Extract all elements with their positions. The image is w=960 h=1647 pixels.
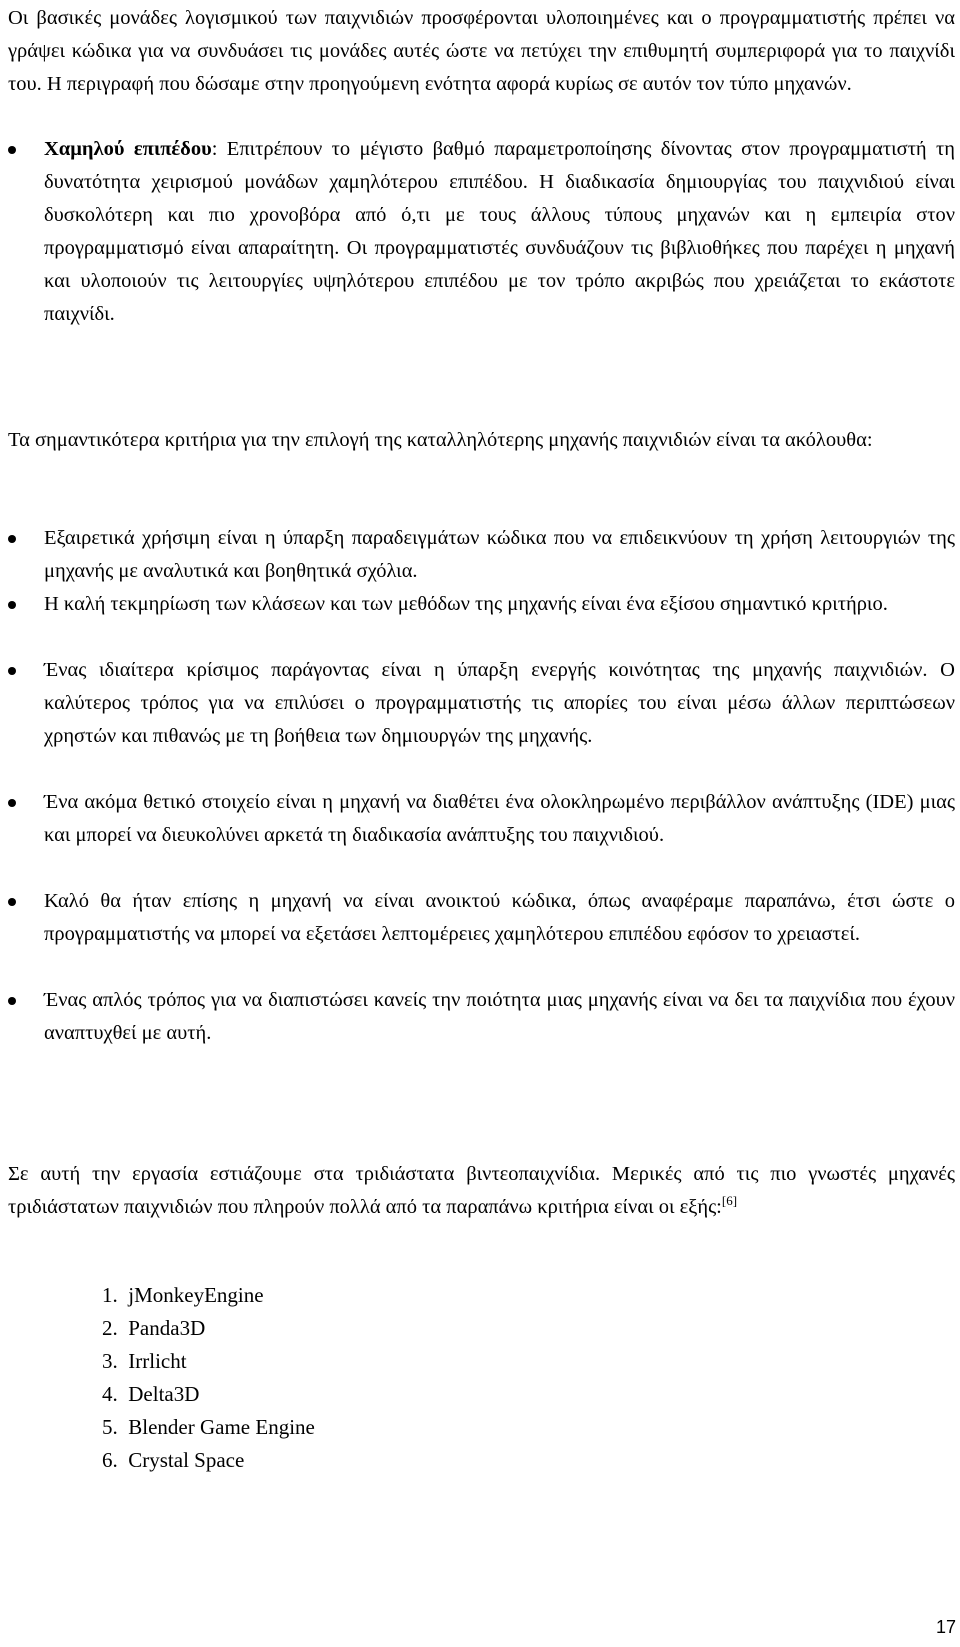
- engine-name: Panda3D: [128, 1316, 206, 1340]
- criteria-item: Καλό θα ήταν επίσης η μηχανή να είναι ανοικτού κώδικα, όπως αναφέραμε παραπάνω, έτσι ώστε ο προγραμματιστής να μπορεί να εξετάσει λεπτομέρειες χαμηλότερου επιπέδου εφόσον το χρειαστεί.: [44, 890, 955, 945]
- intro-paragraph: Οι βασικές μονάδες λογισμικού των παιχνιδιών προσφέρονται υλοποιημένες και ο προγραμματιστής πρέπει να γράψει κώδικα για να συνδυάσει τις μονάδες αυτές ώστε να πετύχει την επιθυμητή συμπεριφορά για το παιχνίδι του. Η περιγραφή που δώσαμε στην προηγούμενη ενότητα αφορά κυρίως σε αυτόν τον τύπο μηχανών.: [8, 7, 955, 95]
- engine-name: jMonkeyEngine: [128, 1283, 264, 1307]
- engine-number: 3.: [102, 1349, 118, 1373]
- citation-ref: [6]: [721, 1193, 738, 1208]
- criteria-item: Η καλή τεκμηρίωση των κλάσεων και των μεθόδων της μηχανής είναι ένα εξίσου σημαντικό κριτήριο.: [44, 593, 888, 615]
- criteria-item: Ένας ιδιαίτερα κρίσιμος παράγοντας είναι η ύπαρξη ενεργής κοινότητας της μηχανής παιχνιδιών. Ο καλύτερος τρόπος για να επιλύσει ο προγραμματιστής τις απορίες του είναι μέσω άλλων περιπτώσεων χρηστών και πιθανώς με τη βοήθεια των δημιουργών της μηχανής.: [44, 659, 955, 747]
- criteria-item: Ένας απλός τρόπος για να διαπιστώσει κανείς την ποιότητα μιας μηχανής είναι να δει τα παιχνίδια που έχουν αναπτυχθεί με αυτή.: [44, 989, 955, 1044]
- criteria-intro: Τα σημαντικότερα κριτήρια για την επιλογή της καταλληλότερης μηχανής παιχνιδιών είναι τα ακόλουθα:: [8, 429, 873, 451]
- criteria-item: Εξαιρετικά χρήσιμη είναι η ύπαρξη παραδειγμάτων κώδικα που να επιδεικνύουν τη χρήση λειτουργιών της μηχανής με αναλυτικά και βοηθητικά σχόλια.: [44, 527, 955, 582]
- engine-name: Blender Game Engine: [128, 1415, 315, 1439]
- engine-list-item: [102, 1444, 244, 1477]
- engine-list-item: [102, 1279, 264, 1312]
- engine-name: Crystal Space: [128, 1448, 245, 1472]
- engine-number: 1.: [102, 1283, 118, 1307]
- bullet-dot: [8, 601, 16, 609]
- engine-number: 5.: [102, 1415, 118, 1439]
- bullet-dot: [8, 667, 16, 675]
- bullet-dot: [8, 799, 16, 807]
- engines-intro: [8, 1158, 955, 1224]
- engine-list-item: [102, 1312, 205, 1345]
- criteria-item: Ένα ακόμα θετικό στοιχείο είναι η μηχανή να διαθέτει ένα ολοκληρωμένο περιβάλλον ανάπτυξης (IDE) μιας και μπορεί να διευκολύνει αρκετά τη διαδικασία ανάπτυξης του παιχνιδιού.: [44, 791, 955, 846]
- low-level-term: Χαμηλού επιπέδου: [44, 138, 212, 160]
- page-number: 17: [935, 1617, 956, 1637]
- bullet-dot: [8, 997, 16, 1005]
- engines-intro-text: Σε αυτή την εργασία εστιάζουμε στα τριδιάστατα βιντεοπαιχνίδια. Μερικές από τις πιο γνωστές μηχανές τριδιάστατων παιχνιδιών που πληρούν πολλά από τα παραπάνω κριτήρια είναι οι εξής:: [8, 1163, 955, 1218]
- engine-name: Delta3D: [128, 1382, 200, 1406]
- bullet-dot: [8, 535, 16, 543]
- engine-name: Irrlicht: [128, 1349, 187, 1373]
- engine-list-item: [102, 1411, 315, 1444]
- low-level-engine-item: [44, 133, 955, 331]
- engine-number: 4.: [102, 1382, 118, 1406]
- engine-number: 2.: [102, 1316, 118, 1340]
- engine-number: 6.: [102, 1448, 118, 1472]
- bullet-dot: [8, 146, 16, 154]
- bullet-dot: [8, 898, 16, 906]
- low-level-text: : Επιτρέπουν το μέγιστο βαθμό παραμετροποίησης δίνοντας στον προγραμματιστή τη δυνατότητα χειρισμού μονάδων χαμηλότερου επιπέδου. Η διαδικασία δημιουργίας του παιχνιδιού είναι δυσκολότερη και πιο χρονοβόρα από ό,τι με τους άλλους τύπους μηχανών και η εμπειρία στον προγραμματισμό είναι απαραίτητη. Οι προγραμματιστές συνδυάζουν τις βιβλιοθήκες που παρέχει η μηχανή και υλοποιούν τις λειτουργίες υψηλότερου επιπέδου με τον τρόπο ακριβώς που χρειάζεται το εκάστοτε παιχνίδι.: [44, 138, 955, 325]
- engine-list-item: [102, 1378, 199, 1411]
- engine-list-item: [102, 1345, 187, 1378]
